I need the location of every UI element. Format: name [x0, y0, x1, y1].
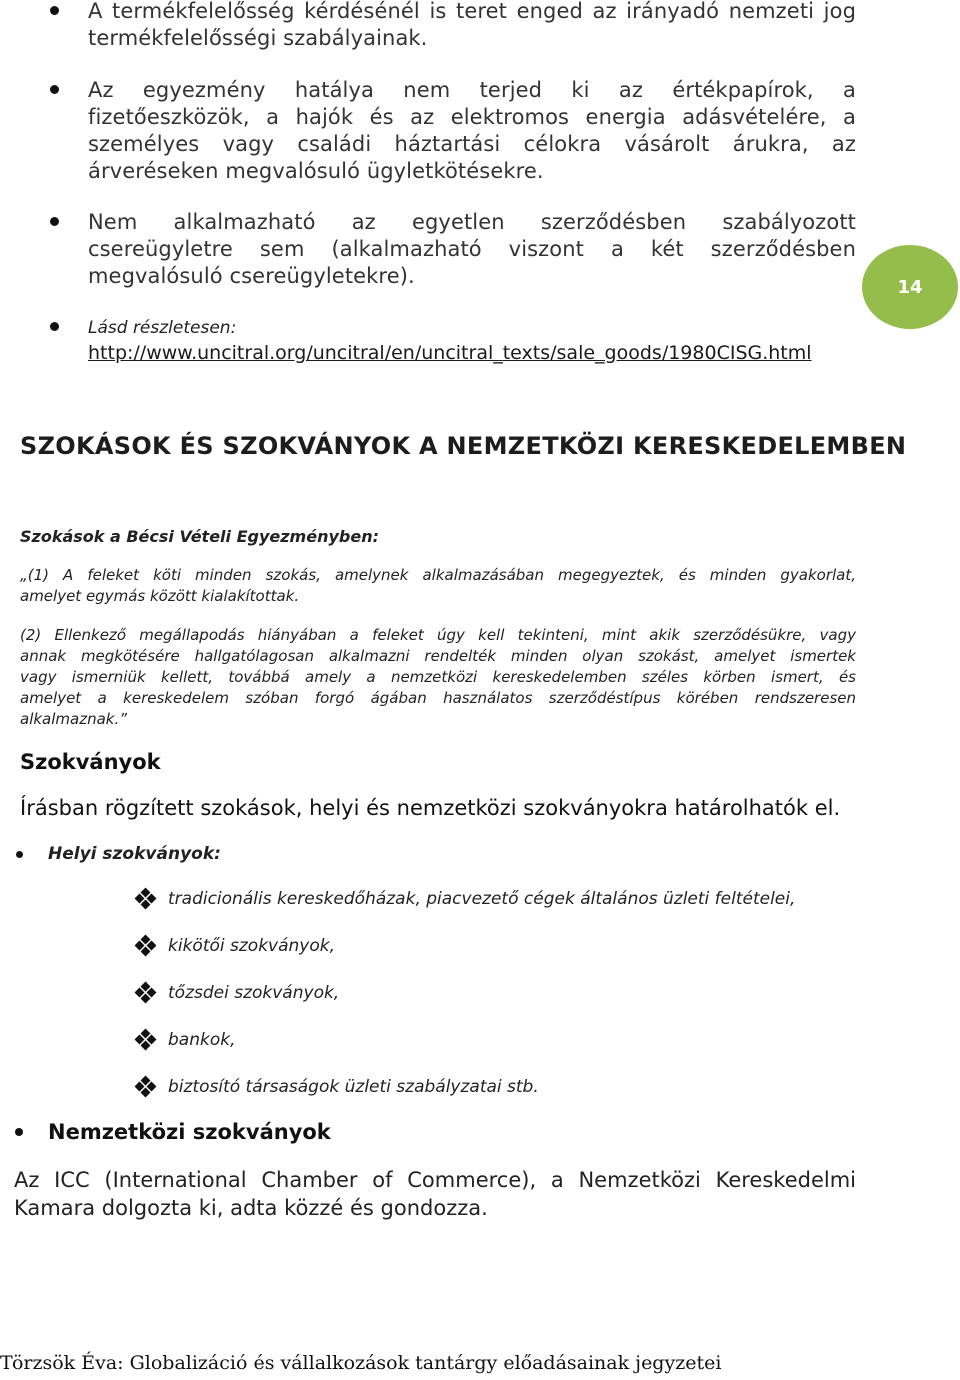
text-line: amelyet a kereskedelem szóban forgó ágában használatos szerződéstípus körében rendszeresen: [20, 689, 856, 707]
bullet-item-scope-exclusions: [88, 77, 856, 185]
text-line: személyes vagy családi háztartási célokra vásárolt árukra, az: [88, 132, 856, 156]
text-line: annak megkötésére hallgatólagosan alkalmazni rendelték minden olyan szokást, amelyet ismertek: [20, 647, 856, 665]
diamond-bullet-icon: [136, 983, 156, 1003]
text-line: amelyet egymás között kialakítottak.: [20, 587, 300, 605]
local-item: bankok,: [168, 1030, 236, 1050]
bullet-icon: [50, 217, 59, 226]
bullet-icon: [16, 851, 23, 858]
standards-text: Írásban rögzített szokások, helyi és nemzetközi szokványokra határolhatók el.: [20, 796, 841, 820]
text-line: (2) Ellenkező megállapodás hiányában a feleket úgy kell tekinteni, mint akik szerződésükre, vagy: [20, 626, 856, 644]
bullet-item-product-liability: [88, 0, 856, 52]
bullet-icon: [50, 6, 59, 15]
text-line: vagy ismerniük kellett, továbbá amely a nemzetközi kereskedelemben széles körben ismert, és: [20, 668, 856, 686]
text-line: A termékfelelősség kérdésénél is teret enged az irányadó nemzeti jog: [88, 0, 856, 23]
local-item: biztosító társaságok üzleti szabályzatai stb.: [168, 1077, 539, 1097]
bullet-icon: [50, 322, 59, 331]
bullet-item-exchange: [88, 209, 856, 290]
text-line: Az ICC (International Chamber of Commerce), a Nemzetközi Kereskedelmi: [14, 1168, 856, 1192]
section-title: SZOKÁSOK ÉS SZOKVÁNYOK A NEMZETKÖZI KERESKEDELEMBEN: [20, 432, 907, 460]
diamond-bullet-icon: [136, 936, 156, 956]
see-more: [88, 318, 236, 338]
diamond-bullet-icon: [136, 889, 156, 909]
cisg-link[interactable]: http://www.uncitral.org/uncitral/en/uncitral_texts/sale_goods/1980CISG.html: [88, 342, 812, 364]
international-standards-text: [14, 1166, 856, 1222]
local-standards-title: Helyi szokványok:: [48, 844, 221, 864]
text-line: árveréseken megvalósuló ügyletkötésekre.: [88, 159, 544, 183]
international-standards-title: Nemzetközi szokványok: [48, 1120, 331, 1144]
text-line: megvalósuló csereügyletekre).: [88, 264, 415, 288]
see-more-label: Lásd részletesen:: [88, 318, 237, 338]
text-line: Nem alkalmazható az egyetlen szerződésben szabályozott: [88, 210, 856, 234]
diamond-bullet-icon: [136, 1030, 156, 1050]
bullet-icon: [15, 1128, 23, 1136]
local-item: tradicionális kereskedőházak, piacvezető cégek általános üzleti feltételei,: [168, 889, 796, 909]
quote-paragraph-2: [20, 625, 856, 730]
page-footer: Törzsök Éva: Globalizáció és vállalkozások tantárgy előadásainak jegyzetei: [0, 1352, 722, 1374]
standards-title: Szokványok: [20, 750, 161, 774]
text-line: Kamara dolgozta ki, adta közzé és gondozza.: [14, 1196, 488, 1220]
bullet-icon: [50, 85, 59, 94]
text-line: „(1) A feleket köti minden szokás, amelynek alkalmazásában megegyeztek, és minden gyakorlat,: [20, 566, 856, 584]
text-line: fizetőeszközök, a hajók és az elektromos energia adásvételére, a: [88, 105, 856, 129]
page-number-badge: 14: [862, 245, 958, 329]
text-line: termékfelelősségi szabályainak.: [88, 26, 428, 50]
text-line: alkalmaznak.”: [20, 710, 128, 728]
subsection-title: Szokások a Bécsi Vételi Egyezményben:: [20, 527, 379, 546]
text-line: csereügyletre sem (alkalmazható viszont a két szerződésben: [88, 237, 856, 261]
quote-paragraph-1: [20, 565, 856, 607]
see-more-link-wrap: [88, 342, 812, 364]
text-line: Az egyezmény hatálya nem terjed ki az értékpapírok, a: [88, 78, 856, 102]
diamond-bullet-icon: [136, 1077, 156, 1097]
local-item: tőzsdei szokványok,: [168, 983, 340, 1003]
local-item: kikötői szokványok,: [168, 936, 335, 956]
